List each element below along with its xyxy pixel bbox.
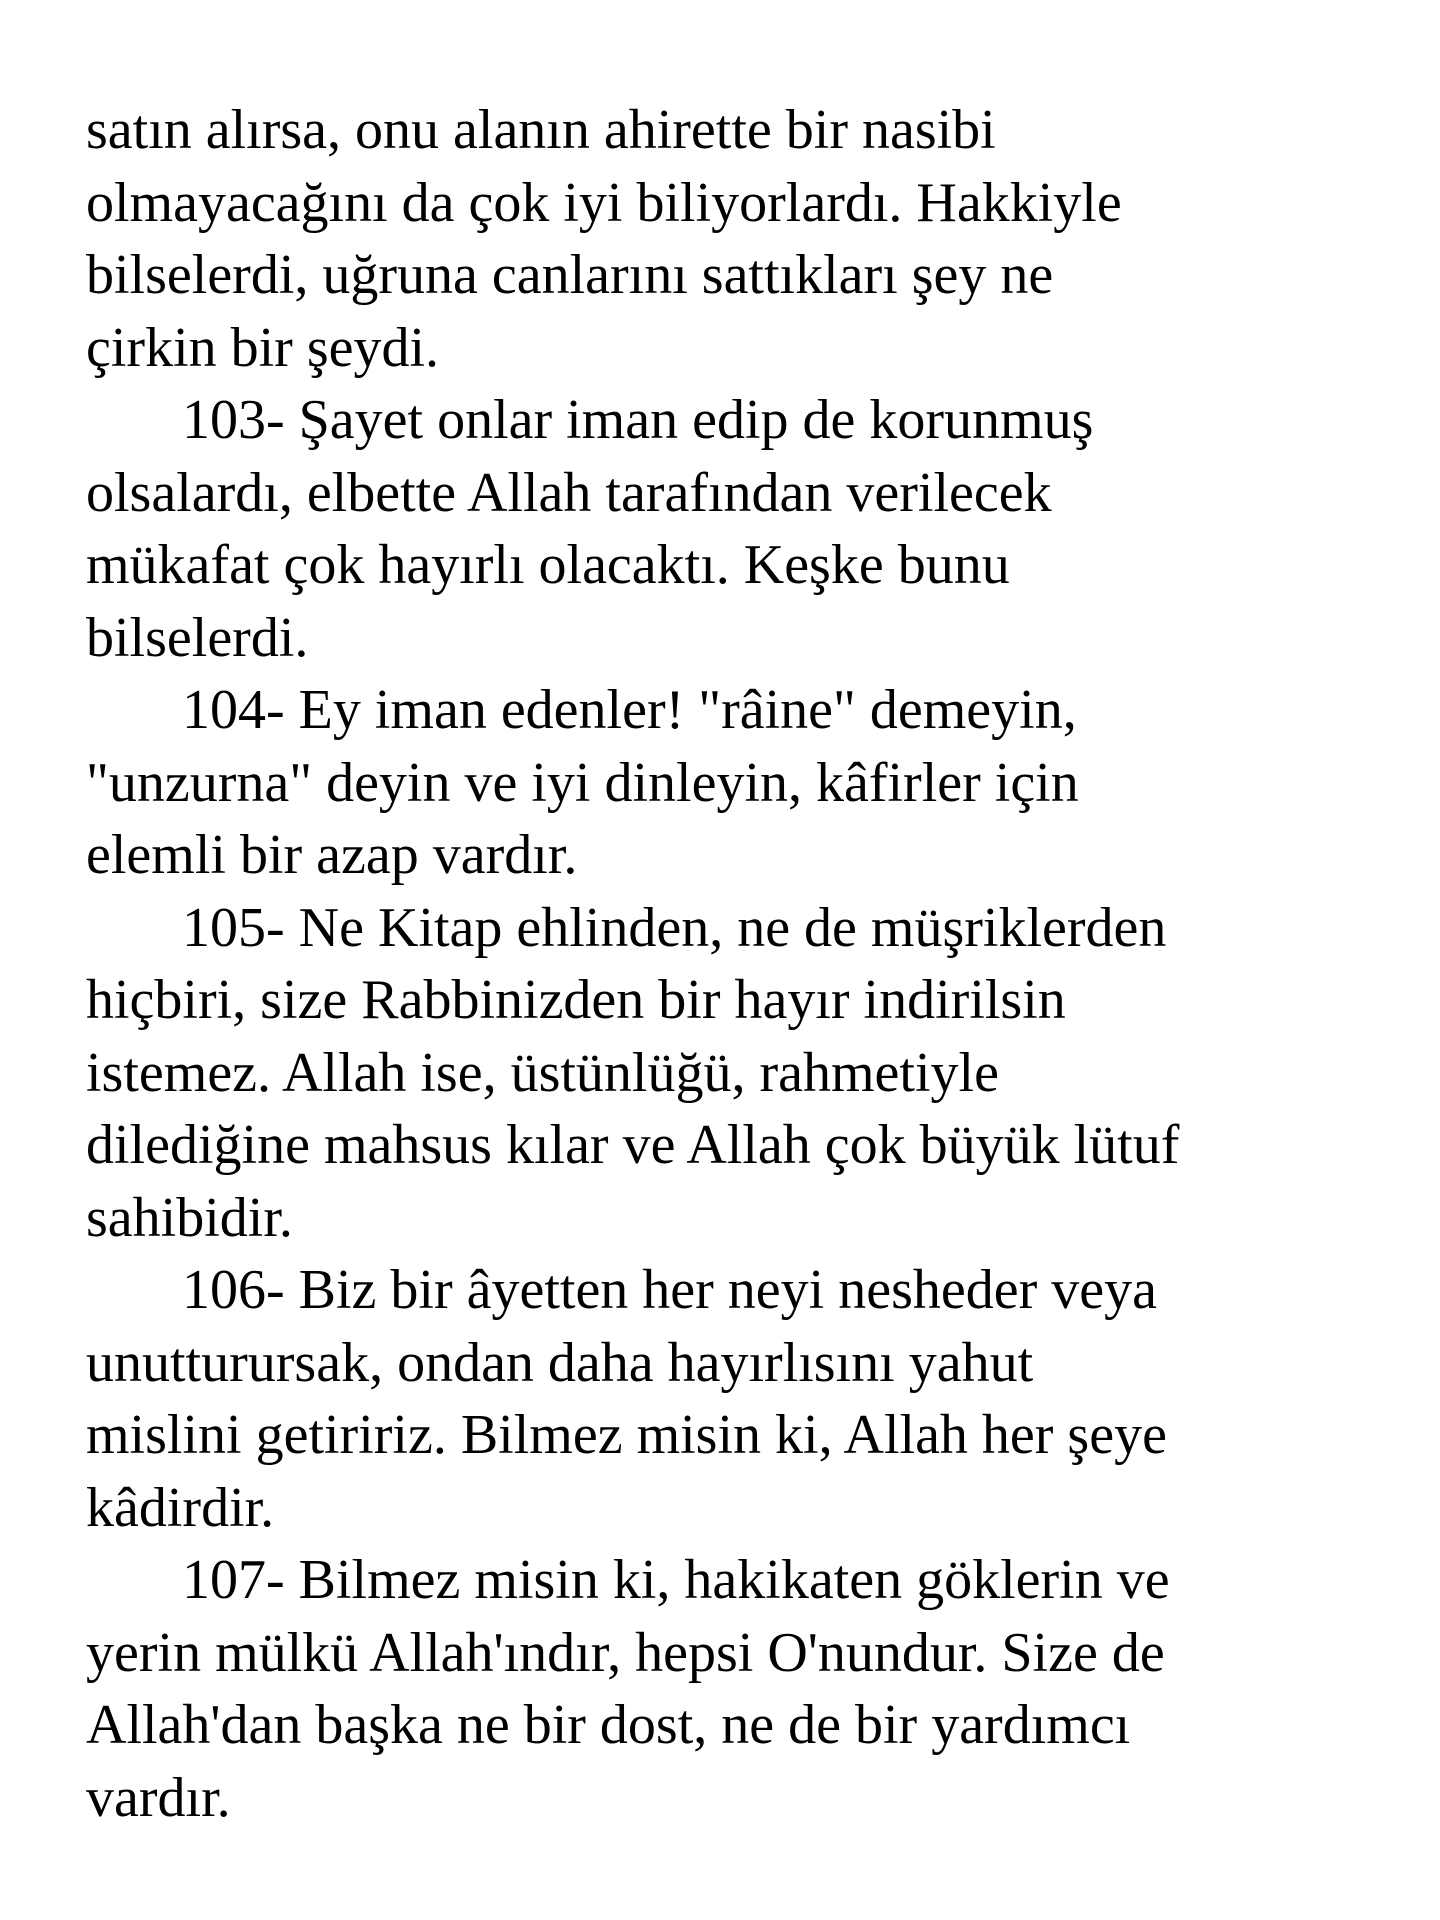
text-line: unutturursak, ondan daha hayırlısını yahut xyxy=(86,1331,1034,1394)
text-line: bilselerdi. xyxy=(86,606,309,669)
text-line: "unzurna" deyin ve iyi dinleyin, kâfirler için xyxy=(86,751,1079,814)
text-line: olmayacağını da çok iyi biliyorlardı. Hakkiyle xyxy=(86,171,1122,234)
text-line: yerin mülkü Allah'ındır, hepsi O'nundur. Size de xyxy=(86,1621,1165,1684)
text-line: olsalardı, elbette Allah tarafından verilecek xyxy=(86,461,1052,524)
verse-start-line: 104- Ey iman edenler! "râine" demeyin, xyxy=(182,679,1077,741)
text-line: dilediğine mahsus kılar ve Allah çok büyük lütuf xyxy=(86,1114,1180,1176)
text-line: hiçbiri, size Rabbinizden bir hayır indirilsin xyxy=(86,969,1066,1031)
verse-start-line: 103- Şayet onlar iman edip de korunmuş xyxy=(182,389,1094,451)
verse-start-line: 105- Ne Kitap ehlinden, ne de müşriklerden xyxy=(182,896,1167,959)
text-line: Allah'dan başka ne bir dost, ne de bir yardımcı xyxy=(86,1694,1131,1756)
verse-start-line: 107- Bilmez misin ki, hakikaten göklerin ve xyxy=(182,1549,1170,1611)
text-line: kâdirdir. xyxy=(86,1476,275,1539)
text-line: bilselerdi, uğruna canlarını sattıkları şey ne xyxy=(86,244,1054,306)
text-line: vardır. xyxy=(86,1766,231,1829)
text-line: satın alırsa, onu alanın ahirette bir nasibi xyxy=(86,99,996,161)
text-line: mükafat çok hayırlı olacaktı. Keşke bunu xyxy=(86,534,1010,596)
text-line: sahibidir. xyxy=(86,1186,293,1249)
text-line: mislini getiririz. Bilmez misin ki, Allah her şeye xyxy=(86,1404,1167,1466)
verse-start-line: 106- Biz bir âyetten her neyi nesheder veya xyxy=(182,1259,1157,1321)
text-line: istemez. Allah ise, üstünlüğü, rahmetiyle xyxy=(86,1041,999,1104)
text-line: çirkin bir şeydi. xyxy=(86,316,440,379)
text-line: elemli bir azap vardır. xyxy=(86,824,578,886)
